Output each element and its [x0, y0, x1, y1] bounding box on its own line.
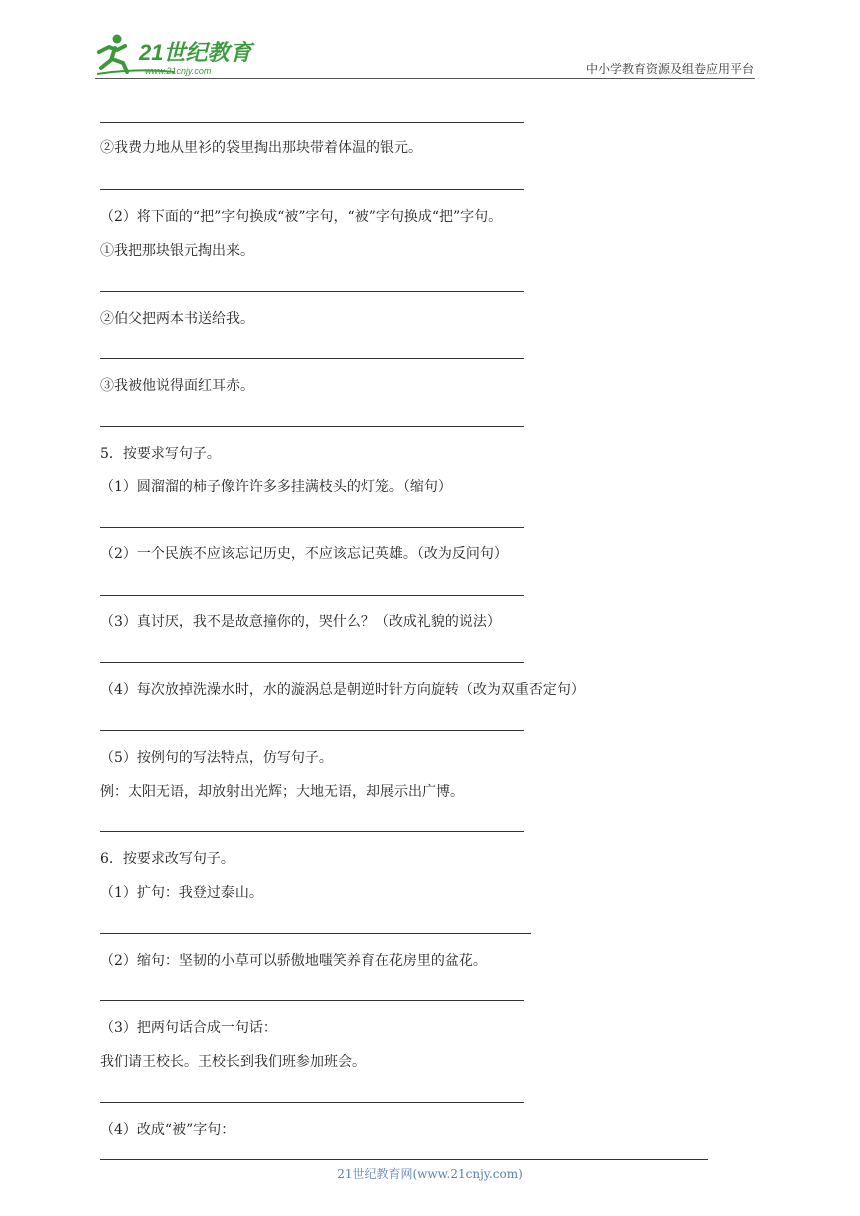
answer-line: [100, 122, 524, 123]
question-text: （3）真讨厌，我不是故意撞你的，哭什么？（改成礼貌的说法）: [100, 614, 501, 630]
answer-line: [100, 933, 531, 934]
answer-line: [100, 358, 524, 359]
answer-line: [100, 1000, 524, 1001]
answer-line: [100, 426, 524, 427]
question-text: （5）按例句的写法特点，仿写句子。: [100, 750, 333, 766]
answer-line: [100, 291, 524, 292]
section-heading: 6．按要求改写句子。: [100, 851, 235, 867]
answer-line: [100, 1102, 524, 1103]
answer-line: [100, 595, 524, 596]
question-text: （4）改成“被”字句：: [100, 1122, 236, 1138]
answer-line: [100, 527, 524, 528]
question-text: ③我被他说得面红耳赤。: [100, 378, 254, 394]
section-heading: 5．按要求写句子。: [100, 446, 221, 462]
platform-name: 中小学教育资源及组卷应用平台: [585, 62, 754, 76]
answer-line: [100, 831, 524, 832]
question-text: （3）把两句话合成一句话：: [100, 1020, 277, 1036]
question-text: ②伯父把两本书送给我。: [100, 311, 254, 327]
question-text: （4）每次放掉洗澡水时，水的漩涡总是朝逆时针方向旋转（改为双重否定句）: [100, 682, 585, 698]
answer-line: [100, 189, 524, 190]
site-logo: [95, 30, 265, 80]
question-text: （1）扩句：我登过泰山。: [100, 885, 263, 901]
question-text: （1）圆溜溜的柿子像许许多多挂满枝头的灯笼。（缩句）: [100, 479, 452, 495]
answer-line: [100, 730, 524, 731]
question-text: （2）将下面的“把”字句换成“被”字句，“被”字句换成“把”字句。: [100, 209, 503, 225]
question-text: （2）一个民族不应该忘记历史，不应该忘记英雄。（改为反问句）: [100, 546, 508, 562]
header-divider: [95, 78, 755, 79]
footer-link[interactable]: 21世纪教育网(www.21cnjy.com): [337, 1167, 523, 1181]
svg-text:21世纪教育: 21世纪教育: [139, 40, 252, 65]
answer-line: [100, 662, 524, 663]
svg-text:www.21cnjy.com: www.21cnjy.com: [145, 66, 212, 76]
question-text: 我们请王校长。王校长到我们班参加班会。: [100, 1054, 366, 1070]
footer-divider: [100, 1159, 708, 1160]
question-text: （2）缩句：坚韧的小草可以骄傲地嗤笑养育在花房里的盆花。: [100, 953, 487, 969]
question-text: ①我把那块银元掏出来。: [100, 243, 254, 259]
question-text: ②我费力地从里衫的袋里掏出那块带着体温的银元。: [100, 140, 422, 156]
example-text: 例：太阳无语，却放射出光辉；大地无语，却展示出广博。: [100, 784, 464, 800]
